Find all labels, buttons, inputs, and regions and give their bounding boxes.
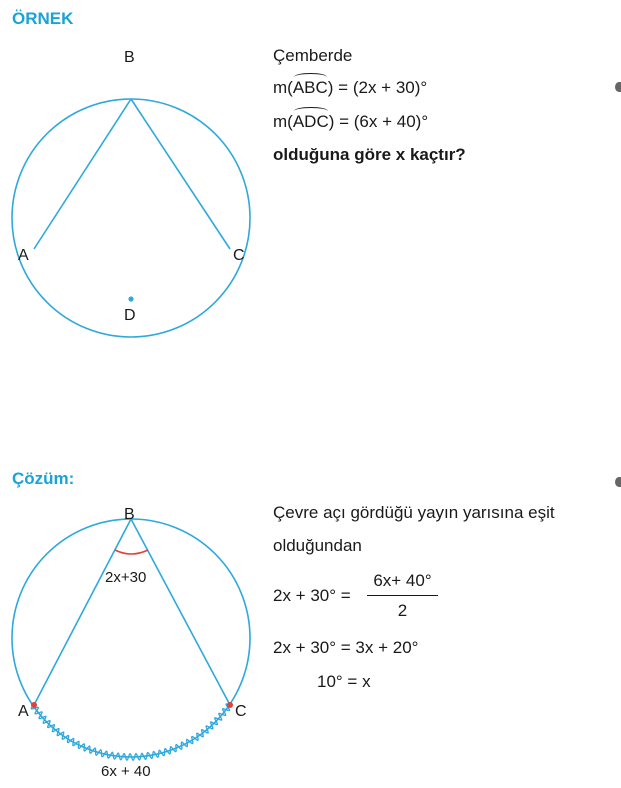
solution-figure: [0, 498, 270, 788]
equation1-numerator: 6x+ 40°: [373, 571, 432, 590]
example-arc-abc: [273, 78, 427, 98]
equation1-left: 2x + 30° =: [273, 586, 351, 605]
example-chord-ba: [34, 99, 131, 249]
equation1-fraction-bar: [367, 595, 438, 596]
solution-point-a: [31, 702, 37, 708]
solution-arc-label: 6x + 40: [101, 763, 151, 780]
example-label-b: B: [124, 49, 135, 66]
example-question: olduğuna göre x kaçtır?: [273, 145, 466, 164]
example-label-a: A: [18, 247, 29, 264]
solution-heading: Çözüm:: [12, 469, 75, 488]
example-label-c: C: [233, 247, 245, 264]
solution-label-b: B: [124, 506, 135, 523]
pencil-icon: [615, 82, 621, 92]
solution-label-c: C: [235, 703, 247, 720]
equation2: 2x + 30° = 3x + 20°: [273, 638, 419, 657]
example-point-d: [128, 296, 133, 301]
solution-chord-ba: [34, 519, 131, 705]
solution-text-line2: olduğundan: [273, 536, 362, 555]
equation1-denominator: 2: [397, 601, 408, 620]
solution-angle-mark: [115, 550, 148, 554]
arc-adc-pre: m(: [273, 112, 293, 131]
example-heading: ÖRNEK: [12, 9, 74, 28]
solution-wavy-arc: [31, 704, 229, 760]
arc-abc-name: ABC: [292, 78, 328, 97]
example-label-d: D: [124, 307, 136, 324]
example-chord-bc: [131, 99, 230, 249]
arc-abc-post: ) = (2x + 30)°: [327, 78, 428, 97]
solution-point-c: [227, 702, 233, 708]
arc-adc-name: ADC: [292, 112, 329, 131]
equation3: 10° = x: [317, 672, 371, 691]
pencil-icon: [615, 477, 621, 487]
solution-text-line1: Çevre açı gördüğü yayın yarısına eşit: [273, 503, 555, 522]
example-line1: Çemberde: [273, 46, 353, 65]
example-figure: [0, 40, 270, 370]
solution-chord-bc: [131, 519, 230, 705]
example-arc-adc: [273, 112, 428, 132]
solution-label-a: A: [18, 703, 29, 720]
arc-adc-post: ) = (6x + 40)°: [328, 112, 429, 131]
arc-abc-pre: m(: [273, 78, 293, 97]
solution-angle-label: 2x+30: [105, 569, 147, 586]
